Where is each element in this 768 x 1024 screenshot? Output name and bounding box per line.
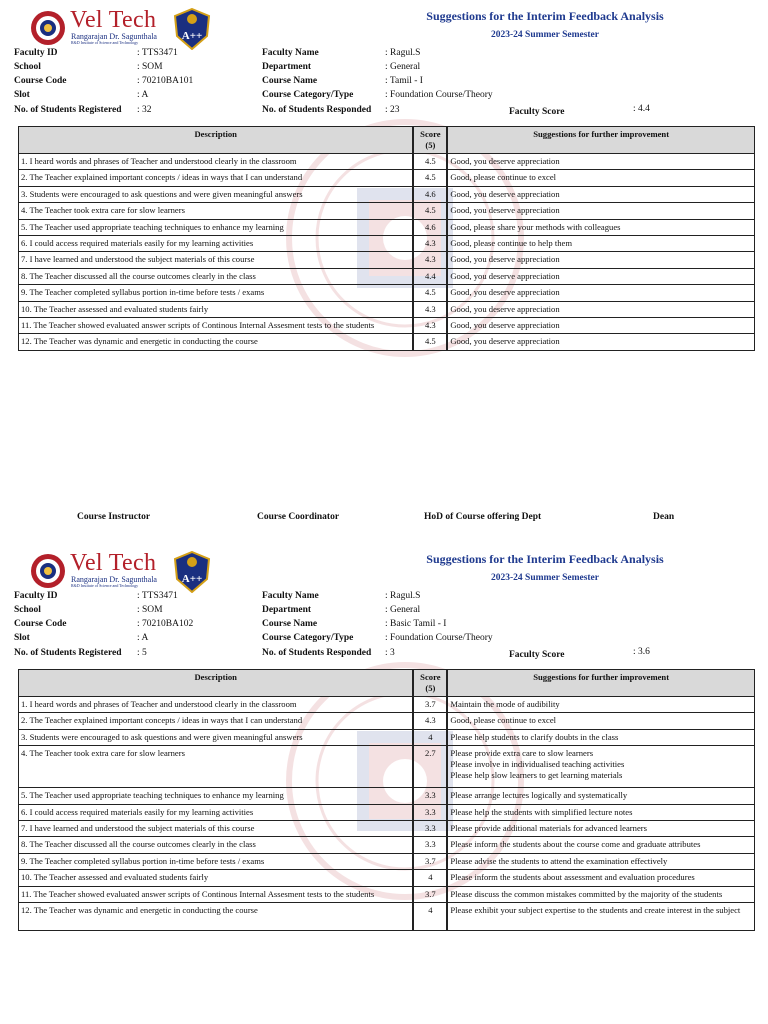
naac-badge-icon: [173, 551, 211, 593]
row-suggestions: [447, 317, 754, 333]
suggestion-text: Please inform the students about assessment and evaluation procedures: [450, 872, 695, 883]
faculty-score-value: : 4.4: [633, 104, 650, 114]
info-row: [0, 88, 768, 102]
row-score: 2.7: [413, 746, 447, 788]
row-score: 4.6: [413, 219, 447, 235]
table-row: [19, 301, 755, 317]
school-value: : SOM: [137, 605, 163, 615]
row-suggestions: [447, 170, 754, 186]
students-responded-label: No. of Students Responded: [262, 105, 372, 115]
row-suggestions: [447, 837, 754, 853]
table-row: [19, 788, 755, 804]
row-score: 4.5: [413, 154, 447, 170]
table-row: [19, 154, 755, 170]
feedback-report-2: [0, 543, 768, 1024]
signature-course-coordinator: Course Coordinator: [257, 512, 340, 522]
row-score: 3.7: [413, 697, 447, 713]
row-suggestions: [447, 804, 754, 820]
row-description: 5. The Teacher used appropriate teaching techniques to enhance my learning: [19, 219, 414, 235]
report-title: Suggestions for the Interim Feedback Analysis: [426, 552, 664, 566]
table-row: [19, 317, 755, 333]
course-code-label: Course Code: [14, 619, 67, 629]
logo-subtitle: Rangarajan Dr. Sagunthala: [71, 32, 157, 41]
row-score: 4.5: [413, 203, 447, 219]
row-description: 7. I have learned and understood the subject materials of this course: [19, 252, 414, 268]
row-suggestions: [447, 219, 754, 235]
school-label: School: [14, 605, 41, 615]
score-header-max: (5): [425, 683, 436, 693]
row-score: 4.3: [413, 713, 447, 729]
row-description: 9. The Teacher completed syllabus portion in-time before tests / exams: [19, 853, 414, 869]
course-category-label: Course Category/Type: [262, 90, 354, 100]
slot-value: : A: [137, 90, 149, 100]
table-row: [19, 820, 755, 836]
department-label: Department: [262, 62, 312, 72]
info-row: [0, 46, 768, 60]
row-score: 4.5: [413, 285, 447, 301]
suggestions-header: Suggestions for further improvement: [447, 127, 754, 154]
description-header: Description: [19, 670, 414, 697]
logo-tagline: R&D Institute of Science and Technology: [71, 583, 139, 588]
row-suggestions: [447, 285, 754, 301]
row-description: 5. The Teacher used appropriate teaching techniques to enhance my learning: [19, 788, 414, 804]
row-suggestions: [447, 746, 754, 788]
logo-subtitle: Rangarajan Dr. Sagunthala: [71, 575, 157, 584]
suggestion-text: Good, you deserve appreciation: [450, 188, 560, 199]
row-description: 6. I could access required materials easily for my learning activities: [19, 235, 414, 251]
faculty-name-label: Faculty Name: [262, 48, 319, 58]
table-row: [19, 746, 755, 788]
table-row: [19, 853, 755, 869]
suggestion-text: Good, you deserve appreciation: [450, 254, 560, 265]
suggestion-text: Good, you deserve appreciation: [450, 156, 560, 166]
row-suggestions: [447, 154, 754, 170]
row-suggestions: [447, 203, 754, 219]
students-registered-label: No. of Students Registered: [14, 105, 122, 115]
row-description: 10. The Teacher assessed and evaluated students fairly: [19, 301, 414, 317]
row-description: 2. The Teacher explained important concepts / ideas in ways that I can understand: [19, 713, 414, 729]
info-row: [0, 589, 768, 603]
row-score: 4.3: [413, 252, 447, 268]
table-row: [19, 804, 755, 820]
table-row: [19, 902, 755, 930]
faculty-id-label: Faculty ID: [14, 48, 58, 58]
course-code-value: : 70210BA102: [137, 619, 194, 629]
suggestion-text: Please inform the students about the course come and graduate attributes: [450, 839, 701, 850]
institute-emblem-icon: [30, 10, 66, 46]
table-row: [19, 235, 755, 251]
vel-tech-logo: [30, 8, 215, 48]
suggestion-text: Good, you deserve appreciation: [450, 319, 560, 330]
suggestion-text: Please arrange lectures logically and systematically: [450, 790, 628, 801]
table-row: [19, 252, 755, 268]
info-row: [0, 631, 768, 645]
faculty-id-value: : TTS3471: [137, 591, 178, 601]
row-suggestions: [447, 268, 754, 284]
course-name-label: Course Name: [262, 76, 318, 86]
school-label: School: [14, 62, 41, 72]
slot-value: : A: [137, 633, 149, 643]
suggestion-text: Good, please continue to excel: [450, 172, 557, 183]
course-category-value: : Foundation Course/Theory: [385, 633, 493, 643]
table-row: [19, 870, 755, 886]
row-suggestions: [447, 301, 754, 317]
score-header-label: Score: [420, 129, 441, 139]
course-name-label: Course Name: [262, 619, 318, 629]
table-row: [19, 697, 755, 713]
students-responded-label: No. of Students Responded: [262, 648, 372, 658]
row-suggestions: [447, 853, 754, 869]
description-header: Description: [19, 127, 414, 154]
feedback-table: [18, 126, 755, 351]
row-score: 4.3: [413, 301, 447, 317]
table-row: [19, 837, 755, 853]
suggestion-text: Maintain the mode of audibility: [450, 699, 560, 709]
students-responded-value: : 23: [385, 105, 400, 115]
row-description: 11. The Teacher showed evaluated answer scripts of Continous Internal Assesment tests to the students: [19, 317, 414, 333]
row-description: 9. The Teacher completed syllabus portion in-time before tests / exams: [19, 285, 414, 301]
signature-line: [0, 512, 768, 526]
row-description: 1. I heard words and phrases of Teacher and understood clearly in the classroom: [19, 154, 414, 170]
score-header: [413, 127, 447, 154]
row-score: 4: [413, 870, 447, 886]
suggestion-text: Good, you deserve appreciation: [450, 270, 560, 281]
students-registered-label: No. of Students Registered: [14, 648, 122, 658]
row-score: 3.7: [413, 886, 447, 902]
row-score: 4.6: [413, 186, 447, 202]
row-description: 12. The Teacher was dynamic and energetic in conducting the course: [19, 902, 414, 930]
info-row: [0, 74, 768, 88]
row-score: 4.5: [413, 170, 447, 186]
info-row: [0, 617, 768, 631]
feedback-table: [18, 669, 755, 931]
info-row: [0, 103, 768, 117]
row-suggestions: [447, 334, 754, 350]
row-score: 4.5: [413, 334, 447, 350]
suggestion-text: Please help the students with simplified lecture notes: [450, 806, 633, 817]
row-score: 3.3: [413, 837, 447, 853]
suggestion-text: Good, please continue to help them: [450, 237, 573, 248]
suggestion-text: Good, you deserve appreciation: [450, 287, 560, 298]
suggestion-text: Please help slow learners to get learning materials: [450, 770, 623, 781]
faculty-score-label: Faculty Score: [509, 650, 565, 660]
suggestion-text: Good, you deserve appreciation: [450, 205, 560, 216]
row-description: 3. Students were encouraged to ask questions and were given meaningful answers: [19, 186, 414, 202]
logo-brand-text: Vel Tech: [70, 550, 157, 576]
table-row: [19, 219, 755, 235]
row-suggestions: [447, 235, 754, 251]
signature-course-instructor: Course Instructor: [77, 512, 151, 522]
svg-text:A++: A++: [181, 30, 203, 42]
suggestion-text: Good, you deserve appreciation: [450, 303, 560, 314]
suggestion-text: Please advise the students to attend the examination effectively: [450, 855, 668, 866]
info-row: [0, 60, 768, 74]
row-suggestions: [447, 729, 754, 745]
score-header: [413, 670, 447, 697]
feedback-table-body: [19, 154, 755, 351]
row-suggestions: [447, 713, 754, 729]
row-suggestions: [447, 886, 754, 902]
table-row: [19, 268, 755, 284]
faculty-name-label: Faculty Name: [262, 591, 319, 601]
slot-label: Slot: [14, 633, 30, 643]
logo-brand-text: Vel Tech: [70, 7, 157, 33]
row-description: 4. The Teacher took extra care for slow learners: [19, 746, 414, 788]
course-name-value: : Tamil - I: [385, 76, 423, 86]
department-value: : General: [385, 62, 421, 72]
faculty-score-value: : 3.6: [633, 647, 650, 657]
row-suggestions: [447, 902, 754, 930]
faculty-id-value: : TTS3471: [137, 48, 178, 58]
course-name-value: : Basic Tamil - I: [385, 619, 447, 629]
svg-text:A++: A++: [181, 573, 203, 585]
suggestion-text: Please involve in individualised teaching activities: [450, 759, 625, 770]
suggestions-header: Suggestions for further improvement: [447, 670, 754, 697]
row-score: 4: [413, 729, 447, 745]
row-description: 8. The Teacher discussed all the course outcomes clearly in the class: [19, 837, 414, 853]
row-suggestions: [447, 252, 754, 268]
row-description: 3. Students were encouraged to ask questions and were given meaningful answers: [19, 729, 414, 745]
course-category-value: : Foundation Course/Theory: [385, 90, 493, 100]
info-row: [0, 603, 768, 617]
faculty-name-value: : Ragul.S: [385, 48, 421, 58]
table-row: [19, 170, 755, 186]
suggestion-text: Good, please share your methods with colleagues: [450, 221, 621, 232]
signature-dean: Dean: [653, 512, 675, 522]
row-description: 1. I heard words and phrases of Teacher and understood clearly in the classroom: [19, 697, 414, 713]
suggestion-text: Good, please continue to excel: [450, 715, 557, 726]
suggestion-text: Please help students to clarify doubts in the class: [450, 731, 619, 742]
semester-label: 2023-24 Summer Semester: [491, 30, 599, 40]
faculty-id-label: Faculty ID: [14, 591, 58, 601]
suggestion-text: Good, you deserve appreciation: [450, 336, 560, 347]
logo-tagline: R&D Institute of Science and Technology: [71, 40, 139, 45]
row-suggestions: [447, 186, 754, 202]
row-description: 4. The Teacher took extra care for slow learners: [19, 203, 414, 219]
report-title: Suggestions for the Interim Feedback Analysis: [426, 9, 664, 23]
row-description: 11. The Teacher showed evaluated answer scripts of Continous Internal Assesment tests to the students: [19, 886, 414, 902]
info-row: [0, 646, 768, 660]
course-code-value: : 70210BA101: [137, 76, 194, 86]
table-row: [19, 886, 755, 902]
naac-badge-icon: [173, 8, 211, 50]
semester-label: 2023-24 Summer Semester: [491, 573, 599, 583]
row-score: 3.3: [413, 804, 447, 820]
row-description: 8. The Teacher discussed all the course outcomes clearly in the class: [19, 268, 414, 284]
department-label: Department: [262, 605, 312, 615]
row-score: 4.3: [413, 235, 447, 251]
row-description: 12. The Teacher was dynamic and energetic in conducting the course: [19, 334, 414, 350]
students-registered-value: : 5: [137, 648, 147, 658]
score-header-label: Score: [420, 672, 441, 682]
institute-emblem-icon: [30, 553, 66, 589]
row-suggestions: [447, 697, 754, 713]
feedback-table-body: [19, 697, 755, 931]
slot-label: Slot: [14, 90, 30, 100]
row-suggestions: [447, 788, 754, 804]
suggestion-text: Please exhibit your subject expertise to the students and create interest in the subject: [450, 904, 741, 915]
row-suggestions: [447, 820, 754, 836]
row-score: 4: [413, 902, 447, 930]
row-description: 10. The Teacher assessed and evaluated students fairly: [19, 870, 414, 886]
table-row: [19, 713, 755, 729]
students-responded-value: : 3: [385, 648, 395, 658]
row-score: 4.3: [413, 317, 447, 333]
score-header-max: (5): [425, 140, 436, 150]
row-score: 3.3: [413, 788, 447, 804]
table-row: [19, 203, 755, 219]
students-registered-value: : 32: [137, 105, 152, 115]
row-score: 3.7: [413, 853, 447, 869]
faculty-name-value: : Ragul.S: [385, 591, 421, 601]
row-suggestions: [447, 870, 754, 886]
school-value: : SOM: [137, 62, 163, 72]
table-row: [19, 334, 755, 350]
faculty-score-label: Faculty Score: [509, 107, 565, 117]
row-description: 7. I have learned and understood the subject materials of this course: [19, 820, 414, 836]
department-value: : General: [385, 605, 421, 615]
course-category-label: Course Category/Type: [262, 633, 354, 643]
row-score: 3.3: [413, 820, 447, 836]
suggestion-text: Please discuss the common mistakes committed by the majority of the students: [450, 888, 723, 899]
row-score: 4.4: [413, 268, 447, 284]
row-description: 6. I could access required materials easily for my learning activities: [19, 804, 414, 820]
suggestion-text: Please provide extra care to slow learners: [450, 748, 594, 759]
suggestion-text: Please provide additional materials for advanced learners: [450, 822, 647, 833]
course-code-label: Course Code: [14, 76, 67, 86]
row-description: 2. The Teacher explained important concepts / ideas in ways that I can understand: [19, 170, 414, 186]
table-row: [19, 729, 755, 745]
table-row: [19, 186, 755, 202]
table-row: [19, 285, 755, 301]
signature-hod: HoD of Course offering Dept: [424, 512, 542, 522]
vel-tech-logo: [30, 551, 215, 591]
